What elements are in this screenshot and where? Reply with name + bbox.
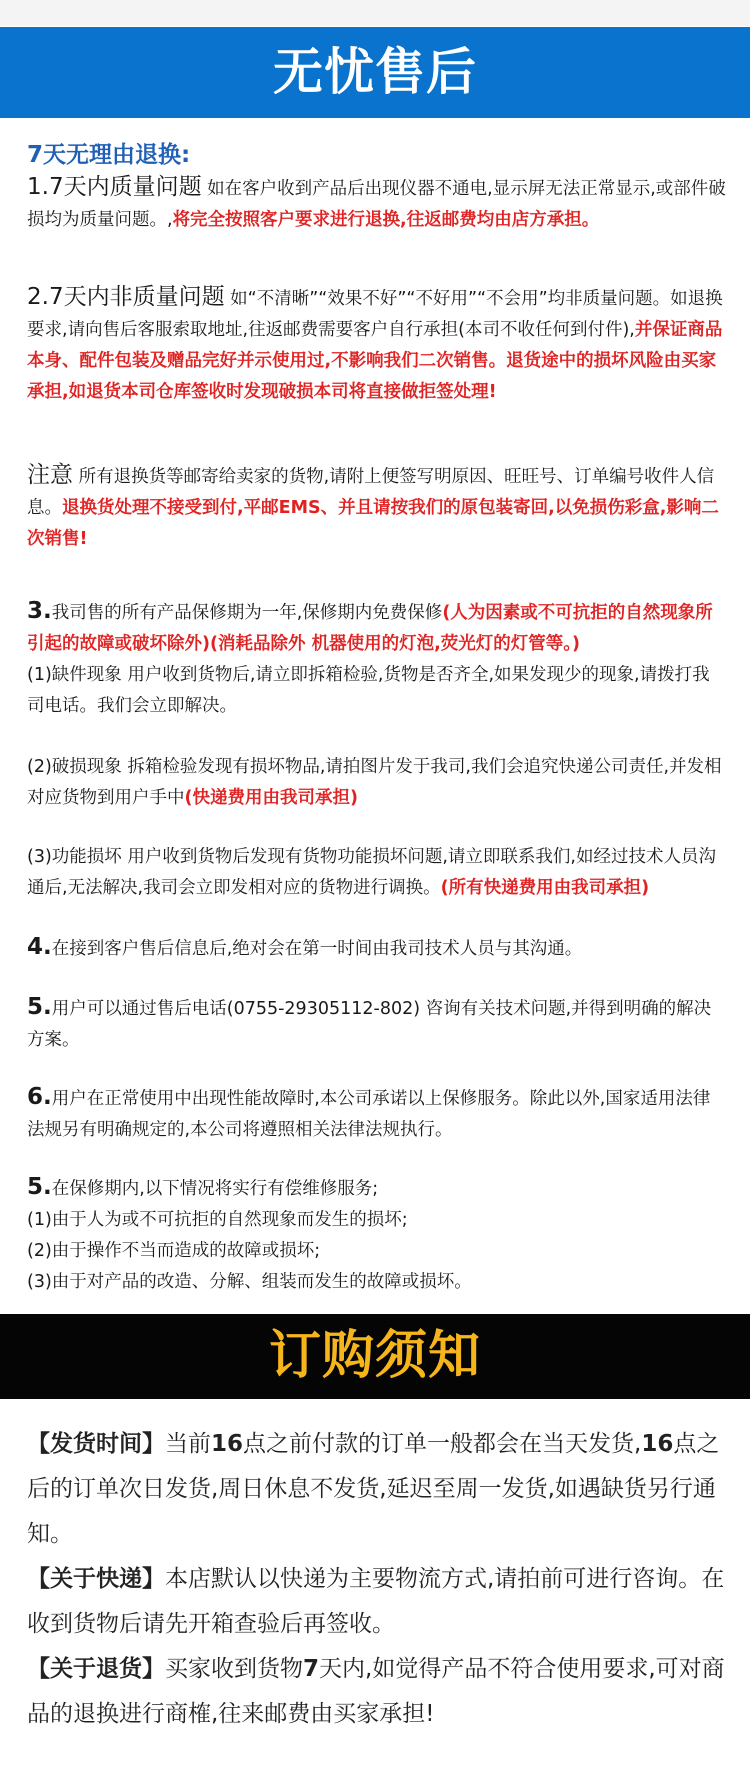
response-text: 在接到客户售后信息后,绝对会在第一时间由我司技术人员与其沟通。: [51, 939, 583, 959]
returns-text: 买家收到货物: [165, 1656, 303, 1682]
non-quality-head: 2.7天内非质量问题: [27, 284, 225, 310]
shipping-time-paragraph: [27, 1422, 732, 1557]
response-num: 4.: [27, 934, 52, 960]
after-sales-banner: 无忧售后: [0, 27, 750, 118]
paid-repair-text: 在保修期内,以下情况将实行有偿维修服务;: [51, 1179, 379, 1199]
quality-issue-red: 将完全按照客户要求进行退换,往返邮费均由店方承担。: [172, 210, 600, 230]
returns-text: 天内,如觉得产品不符合使用要求,可对商品的退换进行商榷,往来邮费由买家承担!: [27, 1656, 725, 1727]
note-item: [27, 460, 727, 555]
express-text: 本店默认以快递为主要物流方式,请拍前可进行咨询。在收到货物后请先开箱查验后再签收。: [27, 1566, 725, 1637]
shipping-time-text: 当前: [165, 1431, 211, 1457]
return-policy-title: [27, 138, 727, 173]
legal-item: [27, 1082, 727, 1146]
warranty-num: 3.: [27, 598, 52, 624]
shipping-time-text: 点之前付款的订单一般都会在当天发货,: [243, 1431, 642, 1457]
paid-repair-num: 5.: [27, 1174, 52, 1200]
express-label: 【关于快递】: [27, 1566, 165, 1592]
response-item: [27, 932, 727, 965]
quality-issue-item: [27, 172, 727, 236]
shipping-time-label: 【发货时间】: [27, 1431, 165, 1457]
top-strip: [0, 0, 750, 26]
missing-parts-item: [27, 660, 727, 722]
function-damage-text: (3)功能损坏 用户收到货物后发现有货物功能损坏问题,请立即联系我们,如经过技术人员沟通后,无法解决,我司会立即发相对应的货物进行调换。: [27, 847, 716, 898]
order-notice-banner: 订购须知: [0, 1314, 750, 1399]
damage-text: (2)破损现象 拆箱检验发现有损坏物品,请拍图片发于我司,我们会追究快递公司责任,并发相对应货物到用户手中: [27, 757, 722, 808]
note-text: 所有退换货等邮寄给卖家的货物,请附上便签写明原因、旺旺号、订单编号收件人信息。: [27, 467, 715, 518]
non-quality-text: 如“不清晰”“效果不好”“不好用”“不会用”均非质量问题。如退换要求,请向售后客服索取地址,往返邮费需要客户自行承担(本司不收任何到付件),: [27, 289, 723, 340]
paid-repair-line: (1)由于人为或不可抗拒的自然现象而发生的损坏;: [27, 1210, 408, 1230]
warranty-text: 我司售的所有产品保修期为一年,保修期内免费保修: [51, 603, 443, 623]
returns-days: 7: [303, 1656, 320, 1682]
shipping-hour: 16: [641, 1431, 674, 1457]
returns-paragraph: [27, 1647, 732, 1737]
legal-text: 用户在正常使用中出现性能故障时,本公司承诺以上保修服务。除此以外,国家适用法律法规另有明确规定的,本公司将遵照相关法律法规执行。: [27, 1089, 711, 1140]
missing-parts-text: (1)缺件现象 用户收到货物后,请立即拆箱检验,货物是否齐全,如果发现少的现象,请拨打我司电话。我们会立即解决。: [27, 665, 710, 716]
quality-issue-head: 1.7天内质量问题: [27, 174, 202, 200]
quality-issue-text: 如在客户收到产品后出现仪器不通电,显示屏无法正常显示,或部件破损均为质量问题。,: [27, 179, 726, 230]
legal-num: 6.: [27, 1084, 52, 1110]
hotline-num: 5.: [27, 994, 52, 1020]
hotline-text: 用户可以通过售后电话(0755-29305112-802) 咨询有关技术问题,并得到明确的解决方案。: [27, 999, 712, 1050]
order-notice-body: [27, 1422, 732, 1737]
paid-repair-line: (2)由于操作不当而造成的故障或损坏;: [27, 1241, 321, 1261]
non-quality-red: 并保证商品本身、配件包装及赠品完好并示使用过,不影响我们二次销售。退货途中的损坏风险由买家承担,如退货本司仓库签收时发现破损本司将直接做拒签处理!: [27, 320, 723, 402]
function-damage-item: [27, 842, 727, 904]
warranty-item: [27, 596, 727, 660]
returns-label: 【关于退货】: [27, 1656, 165, 1682]
shipping-hour: 16: [211, 1431, 244, 1457]
hotline-item: [27, 992, 727, 1056]
damage-red: (快递费用由我司承担): [184, 788, 358, 808]
paid-repair-line: (3)由于对产品的改造、分解、组装而发生的故障或损坏。: [27, 1272, 472, 1292]
non-quality-issue-item: [27, 282, 727, 408]
paid-repair-item: [27, 1172, 727, 1298]
shipping-time-text: 点之后的订单次日发货,周日休息不发货,延迟至周一发货,如遇缺货另行通知。: [27, 1431, 720, 1547]
note-red: 退换货处理不接受到付,平邮EMS、并且请按我们的原包装寄回,以免损伤彩盒,影响二次销售!: [27, 498, 719, 549]
damage-item: [27, 752, 727, 814]
express-paragraph: [27, 1557, 732, 1647]
function-damage-red: (所有快递费用由我司承担): [440, 878, 650, 898]
return-title: 7天无理由退换:: [27, 142, 191, 168]
warranty-red: (人为因素或不可抗拒的自然现象所引起的故障或破坏除外)(消耗品除外 机器使用的灯泡,荧光灯的灯管等。): [27, 603, 713, 654]
note-head: 注意: [27, 462, 73, 488]
